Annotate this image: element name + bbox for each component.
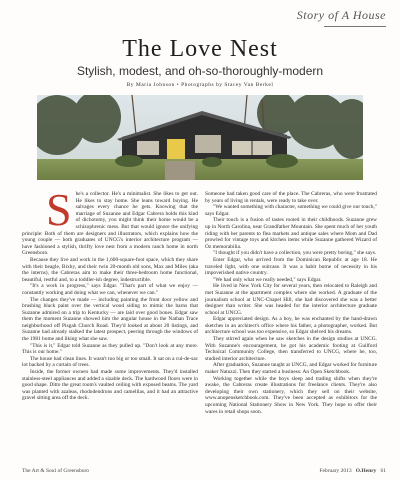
- article-byline: By Maria Johnson • Photographs by Stacey Van Berkel: [126, 82, 274, 88]
- paragraph: Working together while the boys sleep and trading shifts when they're awake, the Cabreras create illustrations for freelance clients. They're also developing their own stationery, which they sell on their website, www.anopensketchbook.com. They've been accepted as exhibitors for the upcoming National Stationery Show in New York. They hope to offer their wares in retail shops soon.: [205, 375, 377, 415]
- paragraph: "We had only what we really needed," says Edgar.: [213, 276, 322, 283]
- paragraph: Their touch is a fusion of tastes rooted in their childhoods. Suzanne grew up in North Carolina, near Grandfather Mountain. She spent much of her youth riding with her parents to flea markets and antique sales where Mom and Dad prowled for vintage toys and kitchen items while Suzanne gathered Wizard of Oz memorabilia.: [205, 217, 377, 250]
- paragraph: Because they live and work in the 1,600-square-foot space, which they share with their beagle, Bixby, and their twin 20-month old sons, Max and Miles (aka the interns), the Cabreras aim to make their three-bedroom home functional, beautiful, restful and, to a toddler-ish degree, indestructible.: [22, 256, 198, 283]
- paragraph: The changes they've made — including painting the front door yellow and brushing black paint over the vertical wood siding to mimic the barns that Suzanne admired on a trip to Kentucky — are laid over good bones. Edgar saw them the moment Suzanne showed him the angular house in the Nathan Trace neighborhood off Pisgah Church Road. They'd looked at about 20 listings, and Suzanne had already stalked the latest prospect, peering through the windows of the 1981 home and liking what she saw.: [22, 296, 198, 343]
- footer-date: February 2013: [319, 468, 352, 474]
- paragraph: He lived in New York City for several years, then relocated to Raleigh and met Suzanne at the apartment complex where she worked. A graduate of the journalism school at UNC-Chapel Hill, she had discovered she was a better designer than writer. She was headed for the interior architecture graduate school at UNCG.: [205, 283, 377, 316]
- paragraph: Enter Edgar, who arrived from the Dominican Republic at age 18. He traveled light, with one suitcase. It was a habit borne of necessity in his impoverished native country.: [205, 256, 377, 277]
- right-column: [205, 191, 377, 415]
- paragraph: The house had clean lines. It wasn't too big or too small. It sat on a cul-de-sac lot backed by a curtain of trees.: [22, 355, 198, 369]
- paragraph: he's a collector. He's a minimalist. She likes to get out. He likes to stay home. She leans toward buying. He salvages every chance he gets. Knowing that the marriage of Suzanne and Edgar Cabrera holds this kind of dichotomy, you might think their home would be a schizophrenic mess. But that would ignore the unifying principle: Both of them are designers and illustrators, which explains how the young couple — both graduates of UNCG's interior architecture program — have fashioned a stylish, thrifty love nest from a modern ranch home in north Greensboro.: [22, 191, 198, 257]
- paragraph: "This is it," Edgar told Suzanne as they pulled up. "Don't look at any more. This is our home.": [22, 342, 198, 356]
- house-photo: [37, 95, 363, 180]
- drop-cap: S: [46, 184, 72, 235]
- footer-magazine: O.Henry: [355, 468, 377, 474]
- paragraph: Inside, the former owners had made some improvements. They'd installed stainless-steel appliances and added a sizable deck. The hardwood floors were in good shape. Ditto the great room's vaulted ceiling with exposed beams. The yard was planted with azaleas, rhododendrons and camellias, and it had an attractive gravel sitting area off the deck.: [22, 369, 198, 402]
- footer-tagline: The Art & Soul of Greensboro: [22, 468, 90, 474]
- paragraph: "It's a work in progress," says Edgar. "That's part of what we enjoy — constantly working and doing what we can, whenever we can.": [22, 283, 198, 296]
- left-column: [22, 184, 198, 402]
- paragraph: Someone had taken good care of the place. The Cabreras, who were frustrated by years of living in rentals, were ready to take over.: [205, 191, 377, 204]
- paragraph: "I thought if you didn't have a collection, you were pretty boring," she says.: [213, 250, 377, 257]
- paragraph: "We wanted something with character, something we could give our touch," says Edgar.: [205, 204, 377, 217]
- section-kicker: Story of A House: [296, 8, 386, 22]
- paragraph: They stirred again when he saw sketches in the design studios at UNCG. With Suzanne's encouragement, he got his academic footing at Guilford Technical Community College, then transferred to UNCG, where he, too, studied interior architecture.: [205, 336, 377, 362]
- footer-folio: [319, 468, 386, 474]
- kicker-rule: [324, 26, 386, 27]
- paragraph: Edgar appreciated design. As a boy, he was enchanted by the hand-drawn sketches in an architect's office where his father, a photographer, worked. But architecture school was too expensive, so Edgar shelved his dreams.: [205, 316, 377, 336]
- article-title: The Love Nest: [122, 36, 278, 62]
- paragraph: After graduation, Suzanne taught at UNCG, and Edgar worked for furniture maker Natuzzi. Then they started a business: An Open Sketchbook.: [205, 362, 377, 376]
- footer-page-number: 61: [380, 468, 386, 474]
- article-subtitle: Stylish, modest, and oh-so-thoroughly-modern: [76, 64, 324, 78]
